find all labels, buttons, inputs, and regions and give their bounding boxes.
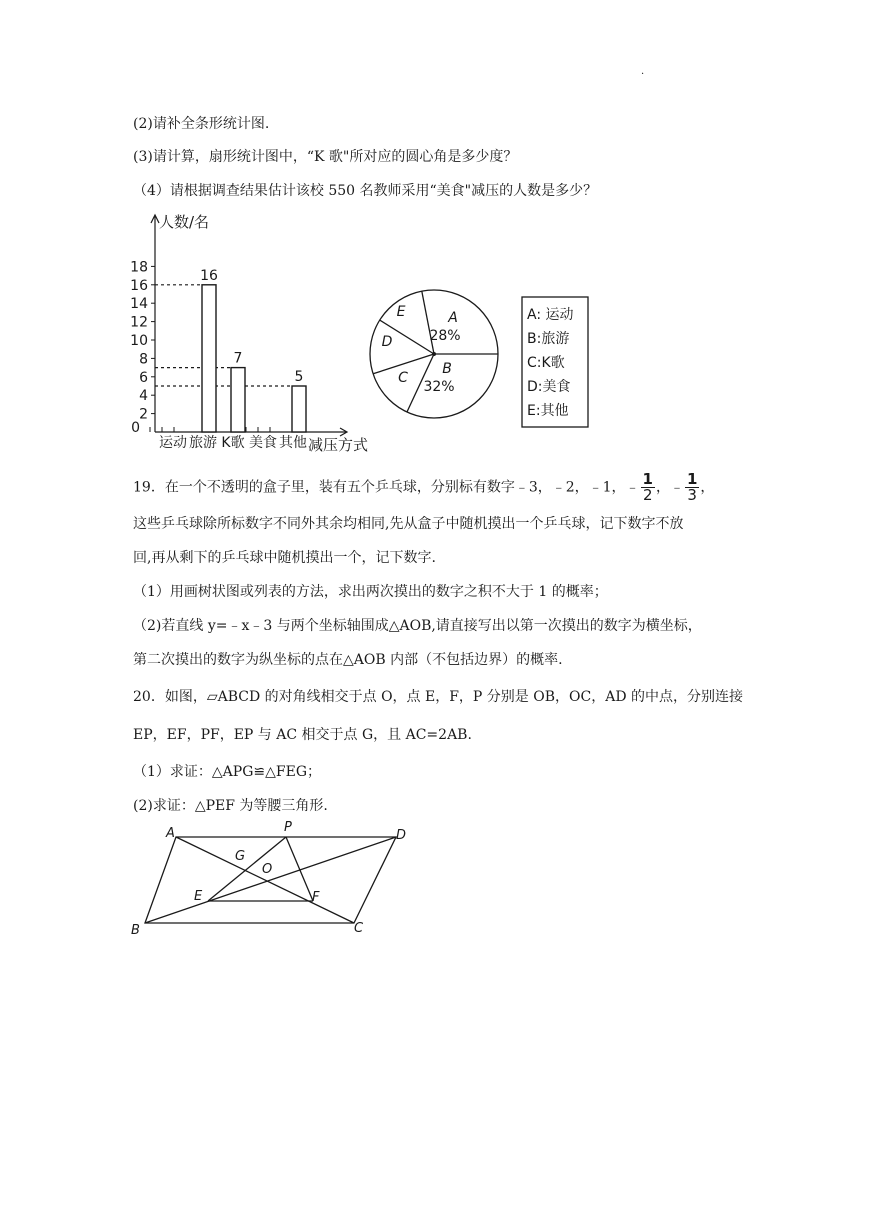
pie-center [432,352,436,356]
point-label-c: C [354,921,364,936]
point-label-d: D [396,828,407,843]
pie-slice-label: A [448,310,458,326]
legend-entry: C:K歌 [527,355,565,371]
q19-part1: （1）用画树状图或列表的方法，求出两次摸出的数字之积不大于 1 的概率； [133,584,608,600]
q20-line1: 20．如图，▱ABCD 的对角线相交于点 O，点 E，F，P 分别是 OB，OC，AD 的中点，分别连接 [133,689,743,705]
bar [292,386,306,432]
bar-data-label: 16 [200,267,218,284]
q19-line2: 这些乒乓球除所标数字不同外其余均相同,先从盒子中随机摸出一个乒乓球，记下数字不放 [133,516,684,532]
point-label-o: O [262,862,273,877]
y-tick-label: 10 [130,333,148,349]
point-label-e: E [194,889,203,904]
q19-frac1-sign: ﹣ [625,479,640,496]
point-label-f: F [312,890,320,905]
q20-line2: EP，EF，PF，EP 与 AC 相交于点 G，且 AC=2AB. [133,727,472,743]
q19-frac2-sign: ﹣ [669,479,684,496]
pie-slice-label: C [398,370,408,386]
pie-slice-label: B [442,361,452,377]
point-label-b: B [131,923,140,938]
pie-slice-boundary [422,291,434,354]
pie-slice-label: E [396,304,406,320]
q19-line3: 回,再从剩下的乒乓球中随机摸出一个，记下数字. [133,550,436,566]
q18-part4: （4）请根据调查结果估计该校 550 名教师采用“美食"减压的人数是多少？ [133,183,598,199]
q19-end-comma: ， [700,479,715,496]
point-label-p: P [284,820,292,835]
fraction-denominator: 3 [687,486,697,504]
bar-data-label: 5 [294,369,304,385]
pie-chart [365,283,600,428]
q20-part1: （1）求证：△APG≌△FEG； [133,764,322,780]
q19-part2-line2: 第二次摸出的数字为纵坐标的点在△AOB 内部（不包括边界）的概率. [133,652,563,668]
legend-entry: B:旅游 [527,331,570,347]
bar-data-label: 7 [233,350,243,367]
y-tick-label: 4 [139,388,148,405]
legend-entry: A: 运动 [527,307,574,323]
y-axis-label: 人数/名 [159,213,210,231]
x-category-label: 旅游 [189,435,217,451]
fraction-denominator: 2 [642,486,653,504]
y-tick-label: 14 [130,296,148,313]
x-axis-label: 减压方式 [308,436,369,454]
fraction-numerator: 1 [686,470,698,488]
x-category-label: 美食 [249,435,277,451]
point-label-g: G [235,849,246,864]
y-tick-label: 12 [130,314,148,331]
fraction-one-third [685,472,699,503]
diagonal-ac [176,837,354,923]
y-tick-label: 2 [139,406,148,423]
y-tick-label: 6 [139,369,148,386]
y-tick-label: 16 [130,277,148,294]
q19-text: 19．在一个不透明的盒子里，装有五个乒乓球，分别标有数字﹣3，﹣2，﹣1， [133,479,626,496]
legend-entry: D:美食 [527,379,571,395]
q18-part3: (3)请计算，扇形统计图中，“K 歌"所对应的圆心角是多少度？ [133,149,518,165]
page-dot: . [641,66,645,77]
q20-part2: (2)求证：△PEF 为等腰三角形. [133,798,328,814]
q19-line1 [133,472,714,503]
bar [231,368,245,432]
x-category-label: 运动 [159,435,187,451]
point-label-a: A [166,826,175,841]
y-tick-label: 8 [139,351,148,368]
bar-chart [128,210,373,455]
x-category-label: 其他 [279,435,307,451]
fraction-numerator: 1 [642,470,653,488]
segment-ep [208,837,286,901]
q18-part2: (2)请补全条形统计图. [133,116,270,132]
pie-slice-label: D [381,334,393,350]
pie-percent-label: 32% [423,379,455,395]
fraction-one-half [641,472,655,503]
legend-entry: E:其他 [527,403,569,419]
y-tick-label: 18 [130,259,148,276]
q19-separator: ， [655,479,670,496]
y-tick-label: 0 [131,420,140,436]
x-category-label: K歌 [221,435,245,451]
parallelogram-figure [128,818,413,940]
pie-percent-label: 28% [429,328,461,344]
q19-part2-line1: （2)若直线 y=﹣x﹣3 与两个坐标轴围成△AOB,请直接写出以第一次摸出的数字为横坐标， [133,618,702,634]
bar [202,285,216,432]
